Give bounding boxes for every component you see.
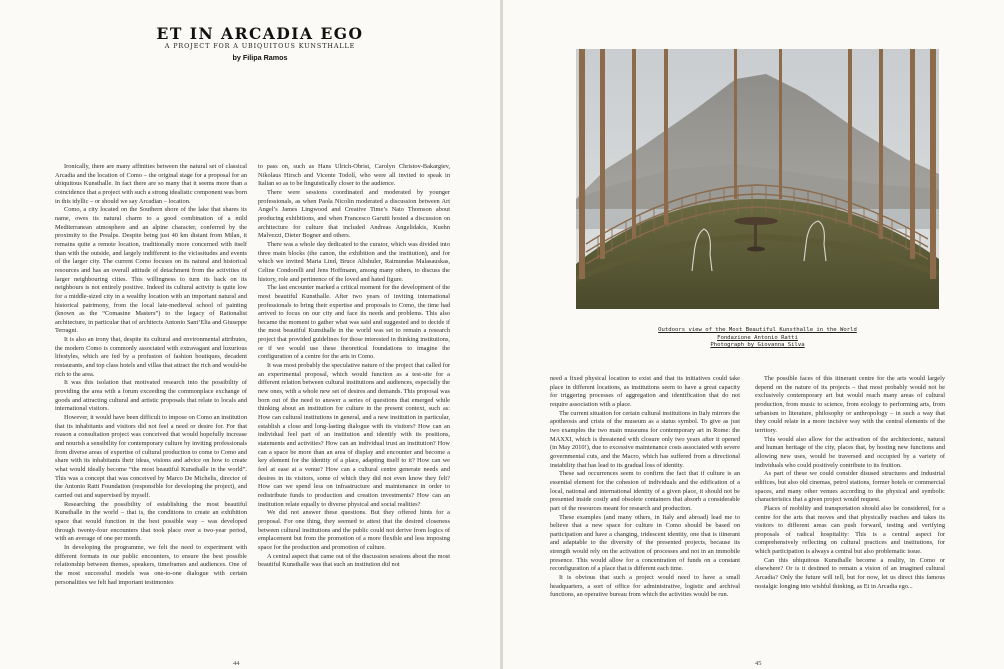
paragraph: Researching the possibility of establishing the most beautiful Kunsthalle in the world – that is, the conditions to create an exhibition space that would function in the best possible way – was developed through twenty-four encounters that took place over a two-year period, with an average of one per month. xyxy=(55,500,247,543)
paragraph: It is obvious that such a project would need to have a small headquarters, a sort of office for administrative, logistic and archival functions, an operative bureau from which the activities would be run. xyxy=(550,574,740,599)
paragraph: The current situation for certain cultural institutions in Italy mirrors the apotheosis and crisis of the museum as a status symbol. To give as just two examples the two main museums for contemporary art in Rome: the MAXXI, which is threatened with closure only two years after it opened (in May 2010!), due to excessive maintenance costs associated with severe governmental cuts, and the Macro, which has suffered from a directional instability that has lead to its gradual loss of identity. xyxy=(550,409,740,469)
paragraph: It was this isolation that motivated research into the possibility of providing the area with a forum exceeding the commonplace exchange of goods and attracting cultural and artistic proposals that relate to locals and international visitors. xyxy=(55,379,247,413)
paragraph: These sad occurrences seem to confirm the fact that if culture is an essential element for the cohesion of individuals and the edification of a local, national and international identity of a given place, it should not be presented inside costly and obsolete containers that absorb a considerable part of the resources meant for research and production. xyxy=(550,470,740,512)
paragraph: It is also an irony that, despite its cultural and environmental attributes, the modern Como is commonly associated with extravagant and luxurious lifestyles, which are fed by a profusion of fashion boutiques, decadent restaurants, and top class hotels and villas that attract the rich and would-be rich to the area. xyxy=(55,336,247,378)
article-title: ET IN ARCADIA EGO xyxy=(156,24,364,43)
paragraph: Como, a city located on the Southern shore of the lake that shares its name, owes its natural charm to a good combination of a mild Mediterranean atmosphere and an alpine character, conferred by the proximity to the Prealps. Despite being just 40 km distant from Milan, it remains quite a remote location, traditionally more concerned with itself than with the outside, and largely indifferent to the vicissitudes and events of the larger city. The current Como focuses on its natural and historical resources and has an overall attitude of detachment from the activities of larger neighbouring cities. This willingness to turn its back on its neighbours is not entirely positive. Indeed its cultural activity is quite low for a middle-sized city in a wealthy location with an important natural and historical patrimony, from the local late-medieval school of painting (known as the “Comasine Masters”) to the legacy of Rationalist architecture, in particular that of architects Antonio Sant’Elia and Giuseppe Terragni. xyxy=(55,206,247,335)
paragraph: As part of these we could consider disused structures and industrial edifices, but also old cinemas, petrol stations, former hotels or commercial spaces, and many other venues according to the physical and symbolic characteristics that a given project would request. xyxy=(755,470,945,504)
paragraph: These examples (and many others, in Italy and abroad) lead me to believe that a new space for culture in Como should be based on participation and have a changing, iridescent identity, one that is itinerant and adaptable to the diversity of the presented projects, because its strength would rely on the activation of processes and not in an immobile presence. This would allow for a concentration of funds on a constant reconfiguration of a place that is different each time. xyxy=(550,513,740,573)
text-column-right-1 xyxy=(550,375,740,665)
paragraph: We did not answer these questions. But they offered hints for a proposal. For one thing, they seemed to attest that the desired closeness between cultural institutions and the public could not derive from logics of emplacement but from the promotion of a more flexible and less imposing space for the production and promotion of culture. xyxy=(258,509,450,551)
paragraph: need a fixed physical location to exist and that its initiatives could take place in different locations, as institutions seem to have a great capacity for triggering processes of aggregation and identification that do not require association with a place. xyxy=(550,375,740,408)
article-byline: by Filipa Ramos xyxy=(232,53,288,62)
text-column-left-2 xyxy=(258,163,450,669)
caption-title: Outdoors view of the Most Beautiful Kunsthalle in the World xyxy=(658,327,857,333)
paragraph: There were sessions coordinated and moderated by younger professionals, as when Paola Nicolin moderated a discussion between Art Angel’s James Lingwood and Creative Time’s Nato Thomson about producing exhibitions, and when Francesco Garutti hosted a discussion on architecture for culture that included Andreas Angelidakis, Kuehn Malvezzi, Dieter Bogner and others. xyxy=(258,188,450,240)
article-subtitle: A PROJECT FOR A UBIQUITOUS KUNSTHALLE xyxy=(164,42,356,50)
paragraph: There was a whole day dedicated to the curator, which was divided into three main blocks (the canon, the exhibition and the institution), and for which we invited Maria Lind, Bruce Altshuler, Raimundas Malasauskas, Celine Condorelli and Jens Hoffmann, among many others, to discuss the history, role and pertinence of the loved and hated figure. xyxy=(258,240,450,283)
left-page xyxy=(0,0,501,669)
paragraph: The possible faces of this itinerant centre for the arts would largely depend on the nature of its projects – that most probably would not be exclusively contemporary art but would reach many areas of cultural production, from music to science, from ecology to performing arts, from urbanism to literature, philosophy or anthropology – in such a way that they could relate in a more incisive way with the central elements of the territory. xyxy=(755,375,945,434)
text-column-right-2 xyxy=(755,375,945,665)
caption-credit: Photograph by Giovanna Silva xyxy=(710,342,805,349)
paragraph: It was most probably the speculative nature of the project that called for an experimental proposal, which would function as a test-site for a different relation between cultural institutions and audiences, especially the new ones, with a whole new set of desires and demands. This proposal was born out of the need to answer a series of questions that emerged while thinking about an institution for culture in the present context, such as: How can cultural institutions in general, and a new institution in particular, establish a close and long-lasting dialogue with its visitors? How can an individual feel part of an institution and identify with its positions, statements and activities? How can an individual trust an institution? How can a space be more than an area of display and encounter and become a key element for the identity of a place, adapting itself to it? How can we feel at ease at a venue? How can a cultural centre generate needs and desires in its visitors, some of which they did not even know they felt? How can we spend less on infrastructure and maintenance in order to redistribute funds to production and creation investments? How can an institution relate equally to diverse physical and social realities? xyxy=(258,362,450,508)
caption-foundation: Fondazione Antonio Ratti xyxy=(717,334,798,341)
paragraph: In developing the programme, we felt the need to experiment with different formats in our public encounters, to ensure the best possible relationship between themes, speakers, timeframes and audiences. One of the most successful models was one-to-one dialogue with certain personalities we felt had important testimonies xyxy=(55,543,247,586)
paragraph: Places of mobility and transportation should also be considered, for a centre for the arts that moves and that physically reaches and takes its visitors to different areas can push forward, testing and verifying proposals of radical hospitality: This is a central aspect for comprehensively reflecting on cultural practices and institutions, for which participation is always a central but also problematic issue. xyxy=(755,504,945,556)
paragraph: Can this ubiquitous Kunsthalle become a reality, in Como or elsewhere? Or is it destined to remain a vision of an imagined cultural Arcadia? Only the future will tell, but for now, let us direct this famous nostalgic longing into wishful thinking, as Et in Arcadia ego... xyxy=(755,556,945,590)
photo-caption xyxy=(576,327,939,350)
paragraph: A central aspect that came out of the discussion sessions about the most beautiful Kunsthalle was that such an institution did not xyxy=(258,552,450,569)
gazebo-photograph xyxy=(576,49,939,309)
page-number-left: 44 xyxy=(233,660,240,667)
paragraph: This would also allow for the activation of the architectonic, natural and human heritage of the city, places that, by hosting new functions and allowing new uses, would be traversed and occupied by a variety of individuals who could positively contribute to its fruition. xyxy=(755,435,945,469)
paragraph: Ironically, there are many affinities between the natural set of classical Arcadia and the location of Como – the original stage for a proposal for an ubiquitous Kunsthalle. In fact there are so many that it seems more than a coincidence that a project with such a strong idealistic component was born in this idyllic – or should we say Arcadian – location. xyxy=(55,163,247,205)
paragraph: to pass on, such as Hans Ulrich-Obrist, Carolyn Christov-Bakargiev, Nikolaus Hirsch and Vicente Todolí, who were all invited to speak in Italian so as to be linguistically closer to the audience. xyxy=(258,163,450,188)
text-column-left-1 xyxy=(55,163,247,669)
page-number-right: 45 xyxy=(755,660,762,667)
paragraph: However, it would have been difficult to impose on Como an institution that its inhabitants and visitors did not feel a need or desire for. For that reason a consultation project was conceived that would hopefully increase and nourish a sensibility for contemporary culture by inviting professionals from diverse areas of expertise of cultural production to come to Como and share with its inhabitants their ideas, visions and advice on how to create what would ideally become “the most beautiful Kunsthalle in the world”. This was a concept that was conceived by Marco De Michelis, director of the Antonio Ratti Foundation (responsible for developing the project), and carried out and supervised by myself. xyxy=(55,414,247,499)
paragraph: The last encounter marked a critical moment for the development of the most beautiful Kunsthalle. After two years of inviting international professionals to bring their expertise and proposals to Como, the time had arrived to focus on our city and face its needs and problems. This also became the moment to gather what was said and suggested and to decide if the most beautiful Kunsthalle in the world was set to remain a research project that provided guidelines for those interested in thinking institutions, or if we would use these theoretical foundations to imagine the configuration of a centre for the arts in Como. xyxy=(258,284,450,361)
